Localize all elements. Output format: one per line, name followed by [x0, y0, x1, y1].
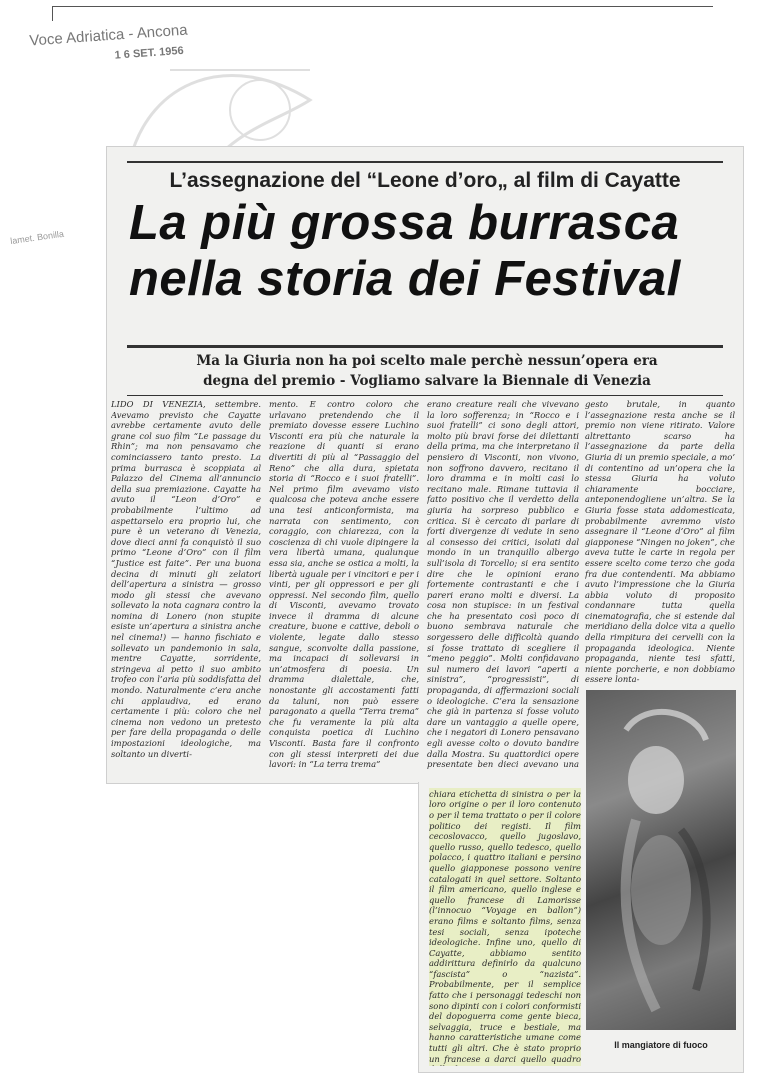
deck-line-2: degna del premio - Vogliamo salvare la Biennale di Venezia [203, 373, 651, 389]
article-column-3-bottom [429, 788, 581, 1066]
archive-frame-line [52, 6, 713, 21]
column-2-text: mento. E contro coloro che urlavano pretendendo che il premiato dovesse essere Luchino Visconti era più che naturale la reazione di quanti si erano divertiti di più al “Passaggio del Reno” che alla dura, spietata storia di “Rocco e i suoi fratelli”. Nel primo film avevamo visto qualcosa che poteva anche essere una tesi anticonformista, ma narrata con sentimento, con coraggio, con chiarezza, con la coscienza di chi vuole dipingere la vera libertà umana, qualunque essa sia, anche se ostica a molti, la libertà uguale per i vincitori e per i vinti, per gli oppressori e per gli oppressi. Nel secondo film, quello di Visconti, avevamo trovato invece il dramma di alcune creature, buone e cattive, deboli o violente, legate dallo stesso sangue, sconvolte dalla passione, ma incapaci di sollevarsi in un’atmosfera di poesia. Un dramma dialettale, che, nonostante gli accostamenti fatti da taluni, non può essere paragonato a quella “Terra trema” che fu veramente la più alta conquista poetica di Luchino Visconti. Basta fare il confronto con gli stessi interpreti dei due lavori: in “La terra trema” [269, 399, 419, 769]
article-column-2 [269, 399, 419, 769]
stamp-date: 1 6 SET. 1956 [114, 44, 185, 62]
column-3-overflow: chiara etichetta di sinistra o per la loro origine o per il loro contenuto o per il tema trattato o per il colore politico dei registi. Il film cecoslovacco, quello jugoslavo, quello russo, quello tedesco, quello polacco, i quattro italiani e persino quello giapponese possono venire catalogati in quel settore. Soltanto il film americano, quello inglese e quello francese di Lamorisse (l’innocuo “Voyage en ballon”) erano films e soltanto films, senza tesi sociali, senza ipoteche ideologiche. Infine uno, quello di Cayatte, abbiamo sentito addirittura definirlo da qualcuno “fascista” o “nazista”. Probabilmente, per il semplice fatto che i personaggi tedeschi non sono dipinti con i colori conformisti del dopoguerra come gente bieca, selvaggia, truce e bestiale, ma hanno caratteristiche umane come tutti gli altri. Che è stato proprio un francese a darci quello quadro [429, 788, 581, 1066]
stamp-newspaper: Voce Adriatica - Ancona [28, 21, 189, 50]
faded-margin-text: lamet. Bonilla [9, 228, 65, 247]
headline-line-2: nella storia dei Festival [129, 252, 681, 306]
deck-line-1: Ma la Giuria non ha poi scelto male perchè nessun’opera era [196, 353, 658, 369]
deck-rule [127, 395, 723, 396]
top-rule [127, 161, 723, 163]
headline-line-1: La più grossa burrasca [129, 196, 680, 250]
column-4-text: gesto brutale, in quanto l’assegnazione resta anche se il premio non viene ritirato. Valore altrettanto scarso ha l’assegnazione da parte della Giuria di un premio speciale, a mo’ di contentino ad un’opera che la stessa Giuria ha voluto chiaramente bocciare, anteponendogliene un’altra. Se la Giuria fosse stata addomesticata, probabilmente avremmo visto assegnare il “Leone d’Oro” al film giapponese “Ningen no joken”, che aveva tutte le carte in regola per essere scelto come terzo che goda fra due contendenti. Ma abbiamo avuto l’impressione che la Giuria abbia voluto di proposito condannare tutta quella cinematografia, che si estende dal meridiano della dolce vita a quello della rimpitura dei cervelli con la propaganda ideologica. Niente propaganda, niente tesi sfatti, niente porcherie, e non dobbiamo essere lonta- [585, 399, 735, 685]
photo-fire-eater [586, 690, 736, 1030]
headline-rule [127, 345, 723, 348]
article-column-1 [111, 399, 261, 769]
article-headline [129, 195, 729, 307]
photo-figure [586, 690, 736, 1030]
column-3-continued [429, 788, 581, 1066]
article-column-3-top [427, 399, 579, 769]
column-3-text-top: erano creature reali che vivevano la loro sofferenza; in “Rocco e i suoi fratelli” ci sono degli attori, molto più bravi forse dei dilettanti della prima, ma che interpretano il pensiero di Visconti, non vivono, non soffrono davvero, recitano il loro dramma e in molti casi lo recitano male. Rimane tuttavia il fatto positivo che il verdetto della giuria ha sorpreso pubblico e critica. Si è cercato di parlare di forti divergenze di vedute in seno al consesso dei critici, isolati dal mondo in un tranquillo albergo sull’isola di Torcello; si era sentito dire che le opinioni erano fortemente contrastanti e che i pareri erano molti e diversi. La cosa non stupisce: in un festival che ha presentato così poco di buono sembrava naturale che sorgessero delle difficoltà quando si fosse trattato di scegliere il “meno peggio”. Molti confidavano sul numero dei lavori “aperti a sinistra”, “progressisti”, di propaganda, di affermazioni sociali o ideologiche. C’era la sensazione che già in partenza si fosse voluto dare un vantaggio a quelle opere, che i negatori di Lonero pensavano egli avesse colto o dovuto bandire dalla Mostra. Su quattordici opere presentate ben dieci avevano una [427, 399, 579, 769]
photo-caption: Il mangiatore di fuoco [614, 1040, 708, 1050]
newspaper-clipping [106, 146, 744, 784]
article-kicker: L’assegnazione del “Leone d’oro„ al film di Cayatte [169, 169, 681, 192]
article-column-4 [585, 399, 735, 689]
column-1-text: LIDO DI VENEZIA, settembre. Avevamo previsto che Cayatte avrebbe certamente avuto delle grane col suo film “Le passage du Rhin”; ma non pensavamo che cominciassero tanto presto. La prima burrasca è scoppiata al Palazzo del Cinema all’annuncio della sua premiazione. Cayatte ha avuto il “Leon d’Oro” e probabilmente l’ultimo ad aspettarselo era proprio lui, che pure è un veterano di Venezia, dove dieci anni fa conquistò il suo primo “Leone d’Oro” con il film “Justice est faite”. Per una buona decina di minuti gli zelatori dell’apertura a sinistra — grosso modo gli stessi che avevano sollevato la nota cagnara contro la nomina di Lonero (non stupite esiste un’apertura a sinistra anche nel cinema!) — hanno fischiato e sollevato un pandemonio in sala, mentre Cayatte, sorridente, stringeva al petto il suo ambito trofeo con l’aria più soddisfatta del mondo. Naturalmente c’era anche chi applaudiva, ed erano certamente i più: coloro che nel cinema non vedono un pretesto per fare della propaganda o delle impostazioni ideologiche, ma soltanto un diverti- [111, 399, 261, 759]
article-deck [137, 351, 717, 391]
